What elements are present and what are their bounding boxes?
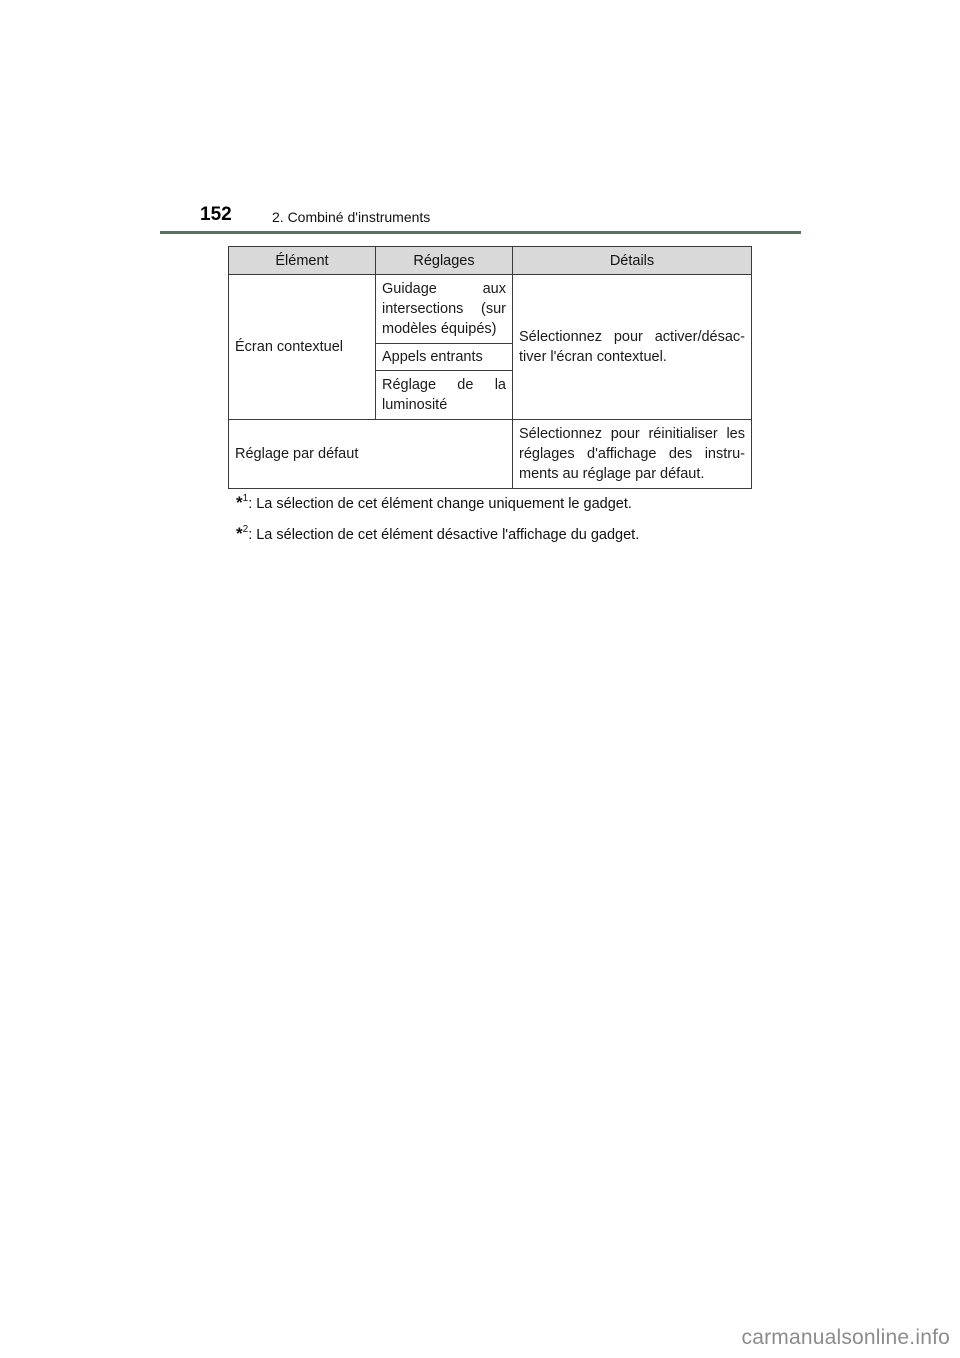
footnotes: [236, 486, 776, 548]
footnote-2: [236, 517, 776, 548]
footnote-number: 2: [242, 524, 249, 535]
element-cell-default: Réglage par défaut: [229, 420, 513, 489]
setting-cell-incoming-calls: Appels entrants: [376, 344, 513, 371]
footnote-marker: *: [236, 524, 243, 543]
details-cell-popup: Sélectionnez pour activer/désac-tiver l'écran contextuel.: [513, 275, 752, 420]
footnote-number: 1: [242, 493, 249, 504]
setting-cell-intersection-guidance: Guidage aux intersections (sur modèles équipés): [376, 275, 513, 344]
watermark: carmanualsonline.info: [741, 1326, 950, 1349]
settings-table: [228, 246, 752, 489]
table-header-row: [229, 247, 752, 275]
footnote-marker: *: [236, 493, 243, 512]
page-header: [200, 204, 800, 228]
column-header-settings: Réglages: [376, 247, 513, 275]
chapter-title: 2. Combiné d'instruments: [272, 209, 431, 225]
footnote-text: : La sélection de cet élément désactive l'affichage du gadget.: [248, 527, 640, 543]
element-cell-popup: Écran contextuel: [229, 275, 376, 420]
column-header-details: Détails: [513, 247, 752, 275]
page-number: 152: [200, 204, 232, 225]
footnote-1: [236, 486, 776, 517]
details-cell-default: Sélectionnez pour réinitialiser les réglages d'affichage des instru-ments au réglage par défaut.: [513, 420, 752, 489]
footnote-text: : La sélection de cet élément change uniquement le gadget.: [248, 496, 632, 512]
column-header-element: Élément: [229, 247, 376, 275]
table-row: [229, 420, 752, 489]
table-row: [229, 275, 752, 344]
header-divider: [160, 231, 801, 234]
setting-cell-brightness: Réglage de la luminosité: [376, 371, 513, 420]
